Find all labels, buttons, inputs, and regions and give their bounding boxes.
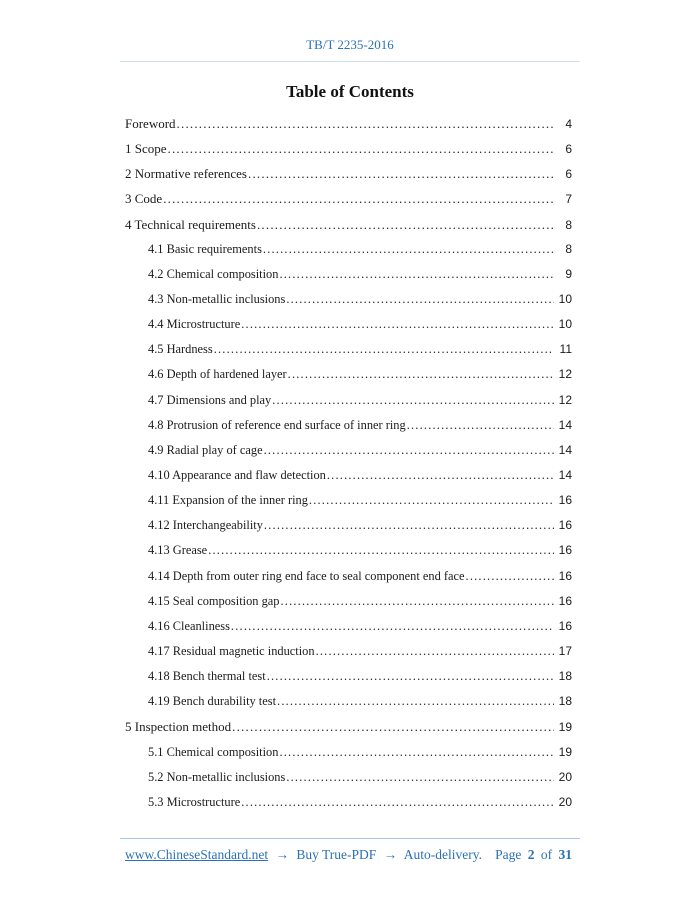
toc-row — [125, 790, 572, 815]
toc-row — [125, 362, 572, 387]
toc-entry-label: 5.1 Chemical composition — [148, 744, 279, 759]
dot-leader — [168, 136, 554, 161]
dot-leader — [263, 237, 554, 262]
toc-row — [125, 161, 572, 186]
toc-entry-page: 14 — [558, 442, 572, 457]
toc-entry-page: 14 — [558, 467, 572, 482]
toc-entry-page: 20 — [558, 794, 572, 809]
dot-leader — [208, 538, 554, 563]
toc-row — [125, 438, 572, 463]
toc-row — [125, 513, 572, 538]
toc-entry-label: 4 Technical requirements — [125, 216, 256, 232]
toc-row — [125, 312, 572, 337]
toc-entry-page: 16 — [558, 568, 572, 583]
toc-row — [125, 413, 572, 438]
dot-leader — [316, 639, 554, 664]
toc-entry-page: 16 — [558, 493, 572, 508]
toc-entry-label: 4.14 Depth from outer ring end face to seal component end face — [148, 568, 465, 583]
toc-row — [125, 740, 572, 765]
toc-row — [125, 262, 572, 287]
toc-entry-label: 4.18 Bench thermal test — [148, 669, 266, 684]
toc-entry-label: 4.13 Grease — [148, 543, 208, 558]
toc-entry-page: 4 — [565, 117, 572, 131]
footer-promo — [125, 847, 486, 863]
website-link[interactable]: www.ChineseStandard.net — [125, 847, 269, 862]
dot-leader — [267, 664, 554, 689]
toc-row — [125, 714, 572, 739]
toc-row — [125, 488, 572, 513]
toc-entry-page: 10 — [558, 317, 572, 332]
dot-leader — [264, 438, 554, 463]
toc-entry-label: 4.8 Protrusion of reference end surface of inner ring — [148, 417, 406, 432]
toc-entry-label: Foreword — [125, 116, 176, 131]
toc-row — [125, 388, 572, 413]
dot-leader — [257, 212, 554, 237]
toc-entry-page: 7 — [565, 192, 572, 207]
toc-entry-label: 4.7 Dimensions and play — [148, 392, 272, 407]
dot-leader — [214, 337, 554, 362]
dot-leader — [279, 740, 554, 765]
toc-entry-page: 16 — [558, 518, 572, 533]
toc-row — [125, 111, 572, 136]
toc-entry-page: 16 — [558, 593, 572, 608]
toc-row — [125, 765, 572, 790]
toc-entry-page: 18 — [558, 669, 572, 684]
dot-leader — [279, 262, 554, 287]
toc-entry-label: 4.9 Radial play of cage — [148, 442, 263, 457]
toc-row — [125, 186, 572, 211]
dot-leader — [241, 312, 554, 337]
page-label: Page — [495, 847, 522, 862]
page-title: Table of Contents — [286, 82, 414, 101]
page-indicator — [492, 847, 572, 863]
toc-entry-label: 4.17 Residual magnetic induction — [148, 643, 315, 658]
dot-leader — [407, 413, 554, 438]
page-current: 2 — [527, 847, 535, 862]
toc-entry-page: 12 — [558, 392, 572, 407]
toc-entry-label: 4.4 Microstructure — [148, 317, 241, 332]
dot-leader — [177, 111, 554, 136]
toc-entry-label: 4.2 Chemical composition — [148, 266, 279, 281]
dot-leader — [277, 689, 554, 714]
arrow-icon: → — [275, 847, 289, 862]
toc-entry-label: 5 Inspection method — [125, 719, 232, 735]
toc-entry-label: 5.3 Microstructure — [148, 794, 241, 809]
toc-entry-page: 12 — [558, 367, 572, 382]
toc-row — [125, 664, 572, 689]
dot-leader — [272, 388, 554, 413]
toc-list — [125, 111, 572, 815]
toc-row — [125, 287, 572, 312]
footer — [125, 847, 572, 863]
toc-row — [125, 538, 572, 563]
toc-entry-page: 6 — [565, 167, 572, 182]
dot-leader — [286, 765, 554, 790]
toc-row — [125, 589, 572, 614]
toc-entry-label: 5.2 Non-metallic inclusions — [148, 769, 286, 784]
toc-entry-label: 4.11 Expansion of the inner ring — [148, 493, 308, 508]
toc-entry-page: 17 — [558, 643, 572, 658]
toc-entry-label: 1 Scope — [125, 141, 167, 157]
toc-row — [125, 136, 572, 161]
arrow-icon: → — [383, 847, 398, 862]
toc-entry-page: 20 — [558, 769, 572, 784]
toc-entry-page: 14 — [558, 417, 572, 432]
dot-leader — [280, 589, 554, 614]
toc-row — [125, 639, 572, 664]
footer-delivery-text: Auto-delivery. — [403, 847, 483, 862]
toc-row — [125, 564, 572, 589]
dot-leader — [466, 564, 554, 589]
toc-entry-page: 18 — [558, 694, 572, 709]
toc-entry-page: 11 — [559, 342, 572, 357]
dot-leader — [327, 463, 554, 488]
toc-entry-page: 10 — [558, 291, 572, 306]
toc-entry-label: 2 Normative references — [125, 166, 247, 182]
toc-entry-page: 16 — [558, 543, 572, 558]
header-divider — [120, 61, 580, 62]
dot-leader — [163, 186, 554, 211]
toc-entry-label: 4.6 Depth of hardened layer — [148, 367, 287, 382]
toc-entry-label: 4.16 Cleanliness — [148, 618, 230, 633]
toc-row — [125, 212, 572, 237]
toc-entry-label: 4.3 Non-metallic inclusions — [148, 291, 286, 306]
toc-row — [125, 689, 572, 714]
doc-number: TB/T 2235-2016 — [306, 37, 394, 52]
dot-leader — [241, 790, 554, 815]
dot-leader — [309, 488, 554, 513]
toc-entry-label: 4.10 Appearance and flaw detection — [148, 467, 326, 482]
toc-entry-page: 19 — [558, 720, 572, 735]
dot-leader — [248, 161, 554, 186]
dot-leader — [286, 287, 554, 312]
toc-entry-label: 4.19 Bench durability test — [148, 694, 277, 709]
toc-row — [125, 614, 572, 639]
of-label: of — [540, 847, 553, 862]
dot-leader — [264, 513, 554, 538]
toc-entry-label: 4.12 Interchangeability — [148, 518, 263, 533]
toc-entry-label: 3 Code — [125, 191, 163, 207]
toc-row — [125, 337, 572, 362]
toc-entry-page: 6 — [565, 142, 572, 157]
toc-entry-page: 9 — [565, 266, 572, 281]
dot-leader — [232, 714, 554, 739]
toc-entry-page: 19 — [558, 744, 572, 759]
dot-leader — [231, 614, 554, 639]
page-total: 31 — [558, 847, 572, 862]
toc-entry-page: 8 — [565, 241, 572, 256]
toc-entry-page: 16 — [558, 618, 572, 633]
toc-row — [125, 237, 572, 262]
toc-entry-page: 8 — [565, 217, 572, 232]
toc-row — [125, 463, 572, 488]
footer-buy-text: Buy True-PDF — [296, 847, 377, 862]
footer-divider — [120, 838, 580, 839]
toc-entry-label: 4.5 Hardness — [148, 342, 213, 357]
toc-entry-label: 4.1 Basic requirements — [148, 241, 262, 256]
dot-leader — [288, 362, 554, 387]
toc-entry-label: 4.15 Seal composition gap — [148, 593, 280, 608]
